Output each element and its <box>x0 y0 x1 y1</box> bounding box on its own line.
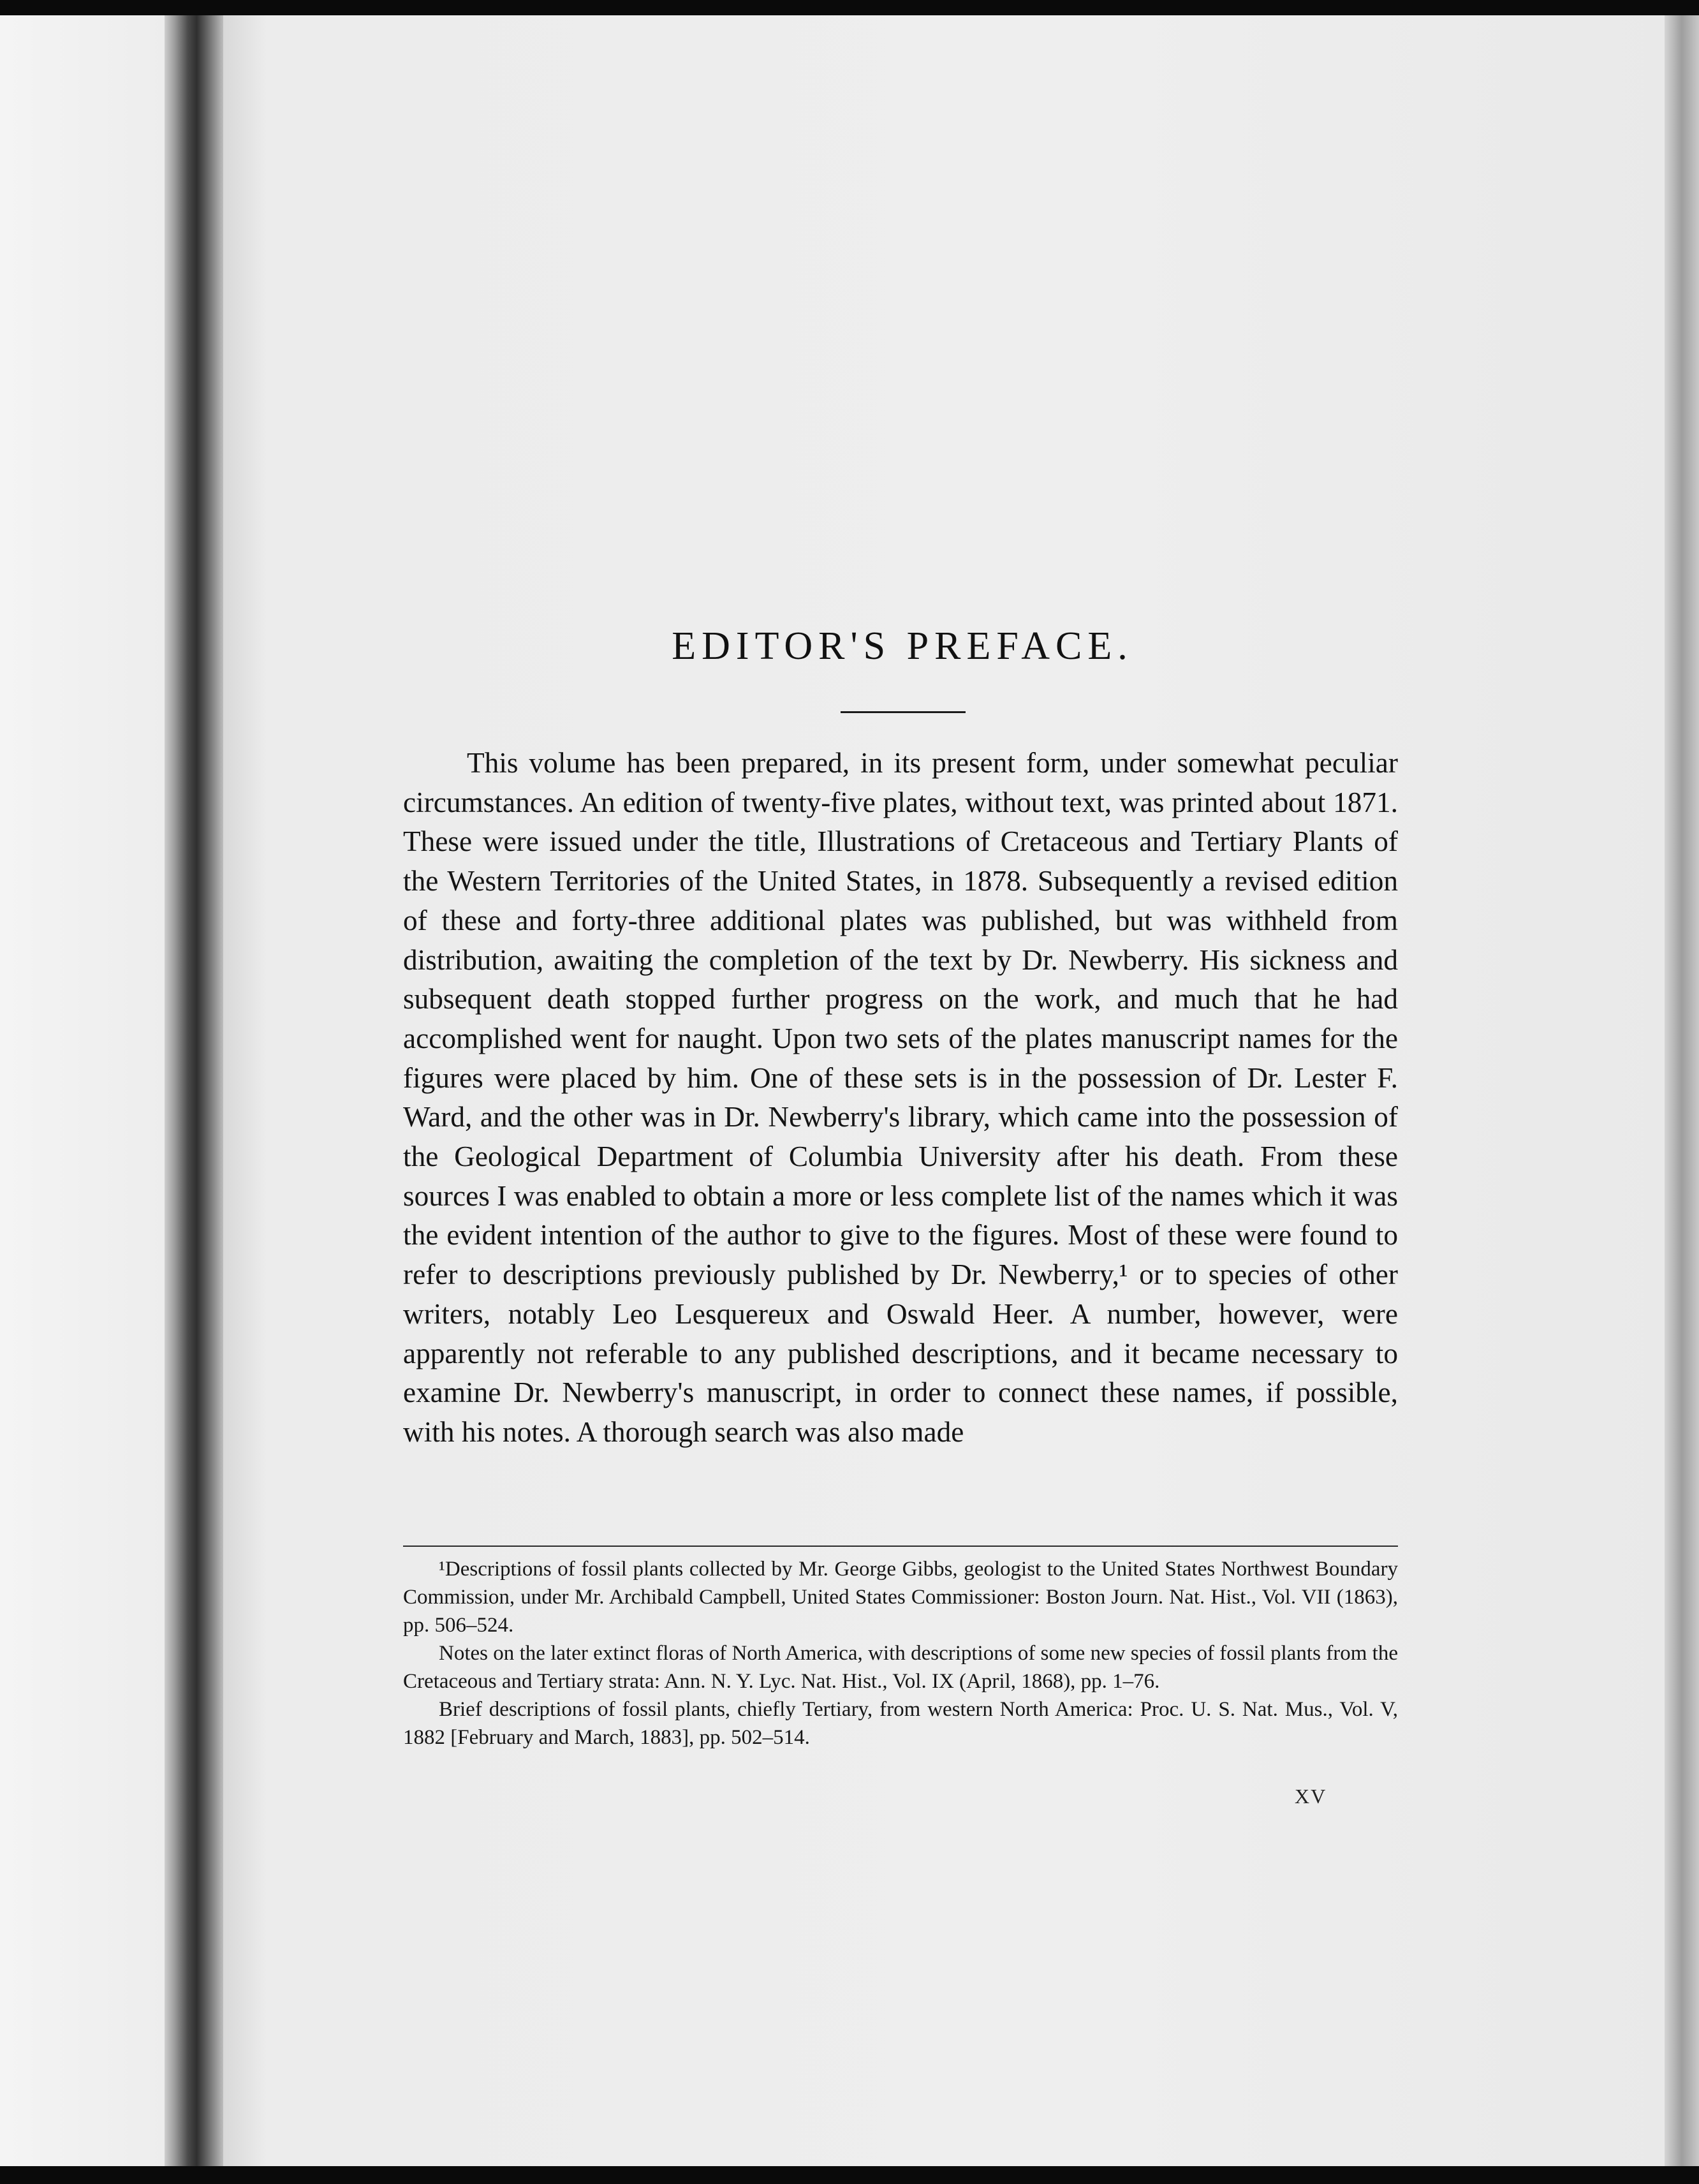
scan-bottom-edge <box>0 2166 1699 2184</box>
scan-top-edge <box>0 0 1699 15</box>
book-gutter <box>165 15 223 2166</box>
footnote-2: Notes on the later extinct floras of North America, with descriptions of some new species of fossil plants from the Cretaceous and Tertiary strata: Ann. N. Y. Lyc. Nat. Hist., Vol. IX (April, 1868), pp. 1–76. <box>403 1642 1398 1693</box>
footnote-3: Brief descriptions of fossil plants, chiefly Tertiary, from western North America: Proc. U. S. Nat. Mus., Vol. V, 1882 [February and March, 1883], pp. 502–514. <box>403 1698 1398 1749</box>
body-paragraph: This volume has been prepared, in its present form, under somewhat peculiar circumstances. An edition of twenty-five plates, without text, was printed about 1871. These were issued under the title, Illustrations of Cretaceous and Tertiary Plants of the Western Territories of the United States, in 1878. Subsequently a revised edition of these and forty-three additional plates was published, but was withheld from distribution, awaiting the completion of the text by Dr. Newberry. His sickness and subsequent death stopped further progress on the work, and much that he had accomplished went for naught. Upon two sets of the plates manuscript names for the figures were placed by him. One of these sets is in the possession of Dr. Lester F. Ward, and the other was in Dr. Newberry's library, which came into the possession of the Geological Department of Columbia University after his death. From these sources I was enabled to obtain a more or less complete list of the names which it was the evident intention of the author to give to the figures. Most of these were found to refer to descriptions previously published by Dr. Newberry,¹ or to species of other writers, notably Leo Lesquereux and Oswald Heer. A number, however, were apparently not referable to any published descriptions, and it became necessary to examine Dr. Newberry's manuscript, in order to connect these names, if possible, with his notes. A thorough search was also made <box>403 747 1398 1448</box>
footnotes <box>403 1555 1398 1752</box>
footnote-rule <box>403 1546 1398 1547</box>
page-number: XV <box>1295 1785 1327 1808</box>
facing-blank-page <box>0 15 165 2166</box>
page-edge-shadow <box>1665 15 1699 2166</box>
page-title: EDITOR'S PREFACE. <box>672 624 1133 668</box>
title-rule <box>841 711 966 713</box>
footnote-1: ¹Descriptions of fossil plants collected by Mr. George Gibbs, geologist to the United States Northwest Boundary Commission, under Mr. Archibald Campbell, United States Commissioner: Boston Journ. Nat. Hist., Vol. VII (1863), pp. 506–524. <box>403 1558 1398 1637</box>
